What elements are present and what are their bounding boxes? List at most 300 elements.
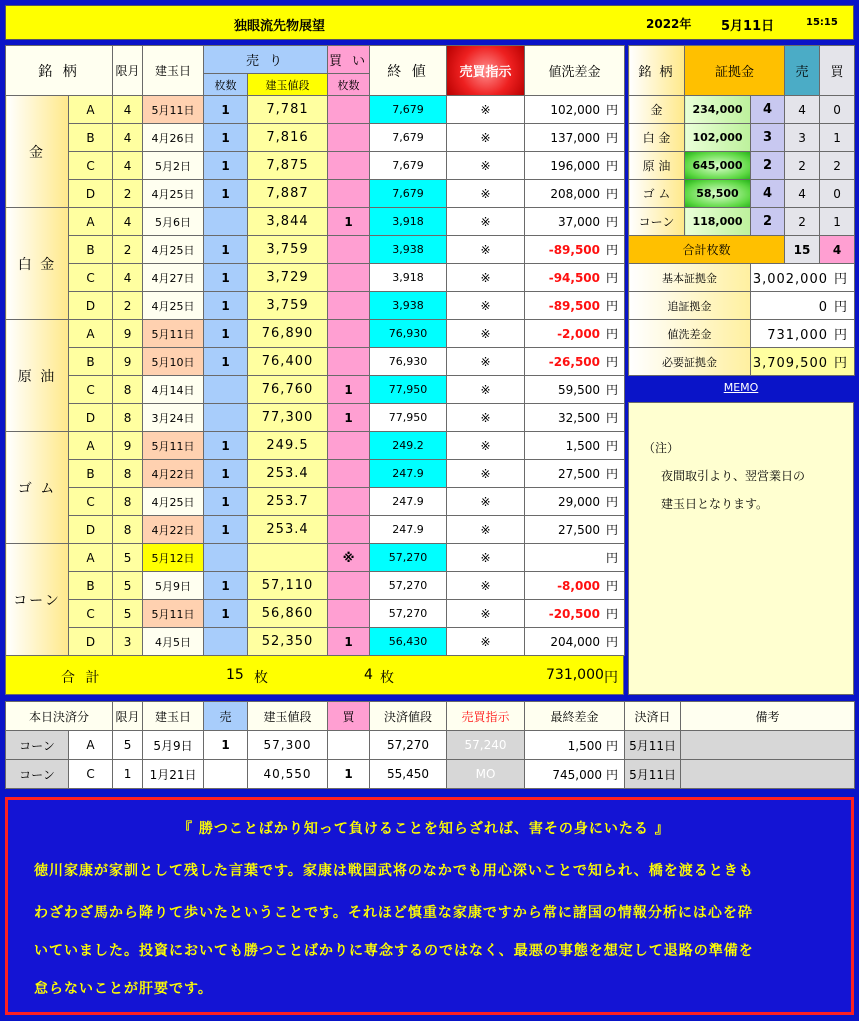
month-cell: 4: [113, 152, 143, 180]
order-cell: ※: [447, 124, 525, 152]
grade-cell: C: [69, 488, 113, 516]
settle-finaldiff-unit: 円: [606, 738, 619, 753]
close-price-cell: 77,950: [370, 376, 447, 404]
brand-cell: ゴ ム: [6, 432, 69, 544]
col-sell-count-header: 枚数: [204, 74, 248, 96]
grade-cell: A: [69, 96, 113, 124]
positions-table: [5, 45, 625, 656]
open-date-cell: 4月14日: [143, 376, 204, 404]
col-diff-header: 値洗差金: [525, 46, 625, 96]
settle-grade-cell: C: [69, 760, 113, 789]
close-price-cell: 77,950: [370, 404, 447, 432]
diff-value: 208,000: [550, 187, 601, 201]
month-cell: 8: [113, 376, 143, 404]
month-cell: 4: [113, 124, 143, 152]
header-time: 15:15: [806, 17, 838, 28]
side-brand-cell: ゴ ム: [629, 180, 685, 208]
close-price-cell: 76,930: [370, 348, 447, 376]
buy-count-cell: [328, 96, 370, 124]
side-brand-header: 銘 柄: [629, 46, 685, 96]
header-date: 5月11日: [721, 19, 775, 34]
total-row: [5, 655, 624, 695]
open-date-cell: 5月11日: [143, 320, 204, 348]
open-date-cell: 4月5日: [143, 628, 204, 656]
quote-line: 徳川家康が家訓として残した言葉です。家康は戦国武将のなかでも用心深いことで知られ、橋を渡るときも: [34, 863, 754, 879]
summary-row: [629, 320, 855, 348]
side-buy-cell: 2: [820, 152, 855, 180]
buy-count-cell: 1: [328, 404, 370, 432]
side-count-cell: 4: [751, 96, 785, 124]
open-price-cell: 253.7: [248, 488, 328, 516]
col-buy-header: 買 い: [328, 46, 370, 74]
col-openprice-header: 建玉値段: [248, 74, 328, 96]
sell-count-cell: 1: [204, 432, 248, 460]
open-price-cell: 7,816: [248, 124, 328, 152]
buy-count-cell: [328, 432, 370, 460]
quote-line: わざわざ馬から降りて歩いたということです。それほど慎重な家康ですから常に諸国の情報分析には心を砕: [34, 905, 753, 921]
order-cell: ※: [447, 404, 525, 432]
month-cell: 8: [113, 516, 143, 544]
settle-month-cell: 1: [113, 760, 143, 789]
diff-cell: [525, 208, 625, 236]
side-margin-cell: 58,500: [685, 180, 751, 208]
table-row: [6, 96, 625, 124]
diff-cell: [525, 236, 625, 264]
close-price-cell: 76,930: [370, 320, 447, 348]
month-cell: 5: [113, 572, 143, 600]
diff-cell: [525, 544, 625, 572]
summary-value: 731,000: [767, 328, 828, 343]
summary-value: 3,002,000: [752, 272, 828, 287]
close-price-cell: 3,918: [370, 264, 447, 292]
open-price-cell: 3,759: [248, 292, 328, 320]
total-label: 合 計: [61, 670, 103, 686]
side-count-cell: 2: [751, 208, 785, 236]
diff-unit: 円: [606, 131, 619, 145]
diff-cell: [525, 432, 625, 460]
buy-count-cell: 1: [328, 208, 370, 236]
settle-note-cell: [681, 731, 855, 760]
close-price-cell: 247.9: [370, 488, 447, 516]
month-cell: 4: [113, 208, 143, 236]
brand-cell: コーン: [6, 544, 69, 656]
settle-sell-header: 売: [204, 702, 248, 731]
open-price-cell: 253.4: [248, 516, 328, 544]
order-cell: ※: [447, 600, 525, 628]
grade-cell: A: [69, 544, 113, 572]
grade-cell: B: [69, 460, 113, 488]
diff-value: -8,000: [557, 579, 601, 593]
memo-panel: [628, 402, 854, 695]
sell-count-cell: 1: [204, 264, 248, 292]
summary-value-cell: [751, 292, 855, 320]
table-row: [6, 516, 625, 544]
diff-value: 102,000: [550, 103, 601, 117]
side-margin-cell: 102,000: [685, 124, 751, 152]
diff-value: 37,000: [558, 215, 601, 229]
page-title: 独眼流先物展望: [234, 19, 326, 34]
side-sell-cell: 2: [785, 208, 820, 236]
order-cell: ※: [447, 488, 525, 516]
diff-value: 27,500: [558, 523, 601, 537]
settle-opendate-header: 建玉日: [143, 702, 204, 731]
side-brand-cell: 金: [629, 96, 685, 124]
side-count-cell: 4: [751, 180, 785, 208]
sell-count-cell: 1: [204, 236, 248, 264]
open-date-cell: 5月11日: [143, 432, 204, 460]
table-row: [6, 292, 625, 320]
grade-cell: B: [69, 572, 113, 600]
grade-cell: C: [69, 152, 113, 180]
side-brand-cell: コーン: [629, 208, 685, 236]
diff-cell: [525, 292, 625, 320]
side-buy-cell: 0: [820, 180, 855, 208]
diff-value: 27,500: [558, 467, 601, 481]
settle-label-header: 本日決済分: [6, 702, 113, 731]
col-sell-header: 売 り: [204, 46, 328, 74]
settle-date-cell: 5月11日: [625, 731, 681, 760]
month-cell: 2: [113, 292, 143, 320]
grade-cell: B: [69, 124, 113, 152]
table-row: [6, 404, 625, 432]
summary-value-cell: [751, 348, 855, 376]
buy-count-cell: [328, 264, 370, 292]
col-brand-header: 銘 柄: [6, 46, 113, 96]
open-price-cell: 249.5: [248, 432, 328, 460]
memo-line: 建玉日となります。: [661, 497, 769, 511]
diff-cell: [525, 124, 625, 152]
month-cell: 5: [113, 600, 143, 628]
side-buy-cell: 0: [820, 96, 855, 124]
order-cell: ※: [447, 544, 525, 572]
grade-cell: A: [69, 208, 113, 236]
side-brand-cell: 原 油: [629, 152, 685, 180]
diff-value: 1,500: [565, 439, 601, 453]
table-row: [6, 208, 625, 236]
side-margin-cell: 645,000: [685, 152, 751, 180]
diff-unit: 円: [606, 439, 619, 453]
open-date-cell: 5月2日: [143, 152, 204, 180]
close-price-cell: 249.2: [370, 432, 447, 460]
open-date-cell: 5月9日: [143, 572, 204, 600]
diff-cell: [525, 628, 625, 656]
table-row: [6, 460, 625, 488]
close-price-cell: 247.9: [370, 460, 447, 488]
diff-value: -20,500: [548, 607, 601, 621]
summary-label: 追証拠金: [629, 292, 751, 320]
close-price-cell: 7,679: [370, 96, 447, 124]
settle-row: [6, 731, 855, 760]
open-date-cell: 4月22日: [143, 516, 204, 544]
side-total-sell: 15: [785, 236, 820, 264]
close-price-cell: 3,918: [370, 208, 447, 236]
month-cell: 2: [113, 236, 143, 264]
open-price-cell: 57,110: [248, 572, 328, 600]
settle-name-cell: コーン: [6, 760, 69, 789]
open-date-cell: 5月11日: [143, 96, 204, 124]
month-cell: 9: [113, 320, 143, 348]
open-price-cell: 77,300: [248, 404, 328, 432]
settlement-table: [5, 701, 855, 789]
open-date-cell: 4月22日: [143, 460, 204, 488]
open-price-cell: 76,400: [248, 348, 328, 376]
table-row: [6, 600, 625, 628]
order-cell: ※: [447, 572, 525, 600]
table-row: [6, 124, 625, 152]
col-opendate-header: 建玉日: [143, 46, 204, 96]
sell-count-cell: 1: [204, 600, 248, 628]
diff-value: -26,500: [548, 355, 601, 369]
settle-row: [6, 760, 855, 789]
side-row: [629, 208, 855, 236]
open-date-cell: 5月11日: [143, 600, 204, 628]
settle-price-cell: 55,450: [370, 760, 447, 789]
grade-cell: B: [69, 236, 113, 264]
diff-unit: 円: [606, 635, 619, 649]
diff-cell: [525, 404, 625, 432]
order-cell: ※: [447, 628, 525, 656]
side-count-cell: 2: [751, 152, 785, 180]
settle-opendate-cell: 5月9日: [143, 731, 204, 760]
quote-line: いていました。投資においても勝つことばかりに専念するのではなく、最悪の事態を想定して退路の準備を: [34, 943, 754, 959]
order-cell: ※: [447, 264, 525, 292]
total-diff: 731,000: [546, 667, 604, 683]
settle-price-cell: 57,270: [370, 731, 447, 760]
open-date-cell: 5月12日: [143, 544, 204, 572]
close-price-cell: 56,430: [370, 628, 447, 656]
diff-value: 137,000: [550, 131, 601, 145]
quote-box: [5, 797, 854, 1015]
month-cell: 5: [113, 544, 143, 572]
table-row: [6, 376, 625, 404]
side-margin-cell: 234,000: [685, 96, 751, 124]
close-price-cell: 57,270: [370, 572, 447, 600]
side-sell-cell: 4: [785, 180, 820, 208]
sell-count-cell: 1: [204, 96, 248, 124]
total-buy-count: 4: [364, 667, 373, 683]
table-row: [6, 544, 625, 572]
diff-cell: [525, 348, 625, 376]
side-buy-cell: 1: [820, 124, 855, 152]
month-cell: 9: [113, 348, 143, 376]
diff-value: 32,500: [558, 411, 601, 425]
summary-value-cell: [751, 264, 855, 292]
open-price-cell: 76,890: [248, 320, 328, 348]
side-row: [629, 152, 855, 180]
diff-value: -89,500: [548, 243, 601, 257]
open-price-cell: 7,887: [248, 180, 328, 208]
diff-unit: 円: [606, 495, 619, 509]
open-price-cell: 3,844: [248, 208, 328, 236]
grade-cell: A: [69, 320, 113, 348]
grade-cell: D: [69, 180, 113, 208]
title-bar: [5, 5, 854, 40]
sell-count-cell: [204, 628, 248, 656]
open-price-cell: 76,760: [248, 376, 328, 404]
summary-unit: 円: [834, 272, 849, 287]
settle-order-cell: MO: [447, 760, 525, 789]
open-date-cell: 5月10日: [143, 348, 204, 376]
grade-cell: C: [69, 264, 113, 292]
table-row: [6, 180, 625, 208]
summary-label: 基本証拠金: [629, 264, 751, 292]
diff-cell: [525, 264, 625, 292]
table-row: [6, 488, 625, 516]
diff-unit: 円: [606, 327, 619, 341]
open-price-cell: 7,875: [248, 152, 328, 180]
sell-count-cell: [204, 404, 248, 432]
settle-price-header: 決済値段: [370, 702, 447, 731]
open-price-cell: 7,781: [248, 96, 328, 124]
settle-buy-cell: 1: [328, 760, 370, 789]
table-row: [6, 348, 625, 376]
grade-cell: B: [69, 348, 113, 376]
settle-month-header: 限月: [113, 702, 143, 731]
table-row: [6, 152, 625, 180]
buy-count-cell: [328, 348, 370, 376]
table-row: [6, 264, 625, 292]
month-cell: 4: [113, 96, 143, 124]
settle-order-header: 売買指示: [447, 702, 525, 731]
table-row: [6, 320, 625, 348]
memo-header: [628, 380, 854, 400]
diff-unit: 円: [606, 299, 619, 313]
open-date-cell: 4月27日: [143, 264, 204, 292]
open-price-cell: 253.4: [248, 460, 328, 488]
buy-count-cell: [328, 236, 370, 264]
side-row: [629, 96, 855, 124]
brand-cell: 金: [6, 96, 69, 208]
side-count-cell: 3: [751, 124, 785, 152]
grade-cell: C: [69, 376, 113, 404]
total-buy-unit: 枚: [380, 670, 394, 686]
brand-cell: 白 金: [6, 208, 69, 320]
margin-summary-table: [628, 45, 855, 376]
col-order-header: 売買指示: [447, 46, 525, 96]
sell-count-cell: 1: [204, 572, 248, 600]
close-price-cell: 7,679: [370, 180, 447, 208]
memo-line: （注）: [643, 441, 680, 455]
diff-unit: 円: [606, 187, 619, 201]
summary-row: [629, 292, 855, 320]
close-price-cell: 57,270: [370, 600, 447, 628]
side-sell-cell: 2: [785, 152, 820, 180]
diff-unit: 円: [606, 355, 619, 369]
summary-value: 3,709,500: [752, 356, 828, 371]
month-cell: 9: [113, 432, 143, 460]
diff-cell: [525, 572, 625, 600]
header-year: 2022年: [646, 17, 692, 31]
buy-count-cell: [328, 124, 370, 152]
grade-cell: D: [69, 404, 113, 432]
side-margin-header: 証拠金: [685, 46, 785, 96]
buy-count-cell: [328, 292, 370, 320]
diff-cell: [525, 96, 625, 124]
sell-count-cell: 1: [204, 124, 248, 152]
total-sell-count: 15: [226, 667, 244, 683]
settle-date-header: 決済日: [625, 702, 681, 731]
settle-order-cell: 57,240: [447, 731, 525, 760]
summary-row: [629, 348, 855, 376]
open-price-cell: 56,860: [248, 600, 328, 628]
sell-count-cell: [204, 544, 248, 572]
diff-cell: [525, 488, 625, 516]
open-date-cell: 4月26日: [143, 124, 204, 152]
side-margin-cell: 118,000: [685, 208, 751, 236]
settle-openprice-cell: 57,300: [248, 731, 328, 760]
side-buy-header: 買: [820, 46, 855, 96]
summary-value-cell: [751, 320, 855, 348]
order-cell: ※: [447, 180, 525, 208]
table-row: [6, 572, 625, 600]
diff-value: -2,000: [557, 327, 601, 341]
side-row: [629, 180, 855, 208]
buy-count-cell: [328, 572, 370, 600]
order-cell: ※: [447, 376, 525, 404]
month-cell: 3: [113, 628, 143, 656]
quote-line: 怠らないことが肝要です。: [34, 981, 213, 997]
month-cell: 8: [113, 488, 143, 516]
order-cell: ※: [447, 320, 525, 348]
open-date-cell: 4月25日: [143, 236, 204, 264]
open-date-cell: 3月24日: [143, 404, 204, 432]
settle-finaldiff-value: 1,500: [567, 738, 602, 753]
order-cell: ※: [447, 516, 525, 544]
close-price-cell: 3,938: [370, 236, 447, 264]
settle-sell-cell: [204, 760, 248, 789]
buy-count-cell: [328, 180, 370, 208]
table-row: [6, 628, 625, 656]
buy-count-cell: ※: [328, 544, 370, 572]
sell-count-cell: 1: [204, 516, 248, 544]
side-sell-header: 売: [785, 46, 820, 96]
settle-opendate-cell: 1月21日: [143, 760, 204, 789]
close-price-cell: 7,679: [370, 152, 447, 180]
diff-unit: 円: [606, 103, 619, 117]
memo-link[interactable]: MEMO: [723, 381, 759, 394]
diff-unit: 円: [606, 215, 619, 229]
diff-unit: 円: [606, 551, 619, 565]
summary-unit: 円: [834, 300, 849, 315]
close-price-cell: 247.9: [370, 516, 447, 544]
open-date-cell: 4月25日: [143, 488, 204, 516]
diff-unit: 円: [606, 271, 619, 285]
settle-date-cell: 5月11日: [625, 760, 681, 789]
total-diff-unit: 円: [604, 670, 618, 686]
open-date-cell: 4月25日: [143, 180, 204, 208]
diff-unit: 円: [606, 607, 619, 621]
open-date-cell: 5月6日: [143, 208, 204, 236]
month-cell: 8: [113, 460, 143, 488]
side-buy-cell: 1: [820, 208, 855, 236]
buy-count-cell: 1: [328, 628, 370, 656]
order-cell: ※: [447, 292, 525, 320]
buy-count-cell: [328, 488, 370, 516]
buy-count-cell: 1: [328, 376, 370, 404]
col-close-header: 終 値: [370, 46, 447, 96]
diff-unit: 円: [606, 467, 619, 481]
grade-cell: D: [69, 292, 113, 320]
summary-unit: 円: [834, 328, 849, 343]
diff-unit: 円: [606, 383, 619, 397]
order-cell: ※: [447, 152, 525, 180]
total-sell-unit: 枚: [254, 670, 268, 686]
settle-name-cell: コーン: [6, 731, 69, 760]
buy-count-cell: [328, 152, 370, 180]
grade-cell: D: [69, 516, 113, 544]
summary-label: 必要証拠金: [629, 348, 751, 376]
order-cell: ※: [447, 208, 525, 236]
